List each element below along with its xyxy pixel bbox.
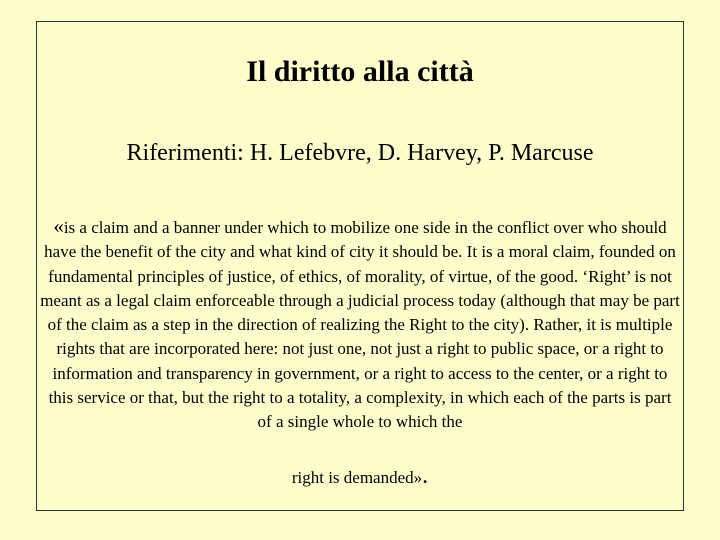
slide-title: Il diritto alla città	[246, 55, 474, 88]
open-guillemet: «	[53, 214, 64, 238]
final-period: .	[422, 463, 429, 489]
close-guillemet: »	[413, 468, 423, 487]
references-line: Riferimenti: H. Lefebvre, D. Harvey, P. Marcuse	[126, 140, 594, 166]
quote-body	[40, 214, 680, 435]
quote-final-words: right is demanded	[291, 468, 414, 487]
quote-text: is a claim and a banner under which to mobilize one side in the conflict over who should have the benefit of the city and what kind of city it should be. It is a moral claim, founded on fundamental principles of justice, of ethics, of morality, of virtue, of the good. ‘Right’ is not meant as a legal claim enforceable through a judicial process today (although that may be part of the claim as a step in the direction of realizing the Right to the city). Rather, it is multiple rights that are incorporated here: not just one, not just a right to public space, or a right to information and transparency in government, or a right to access to the center, or a right to this service or that, but the right to a totality, a complexity, in which each of the parts is part of a single whole to which the	[40, 218, 680, 432]
quote-ending	[0, 462, 720, 492]
